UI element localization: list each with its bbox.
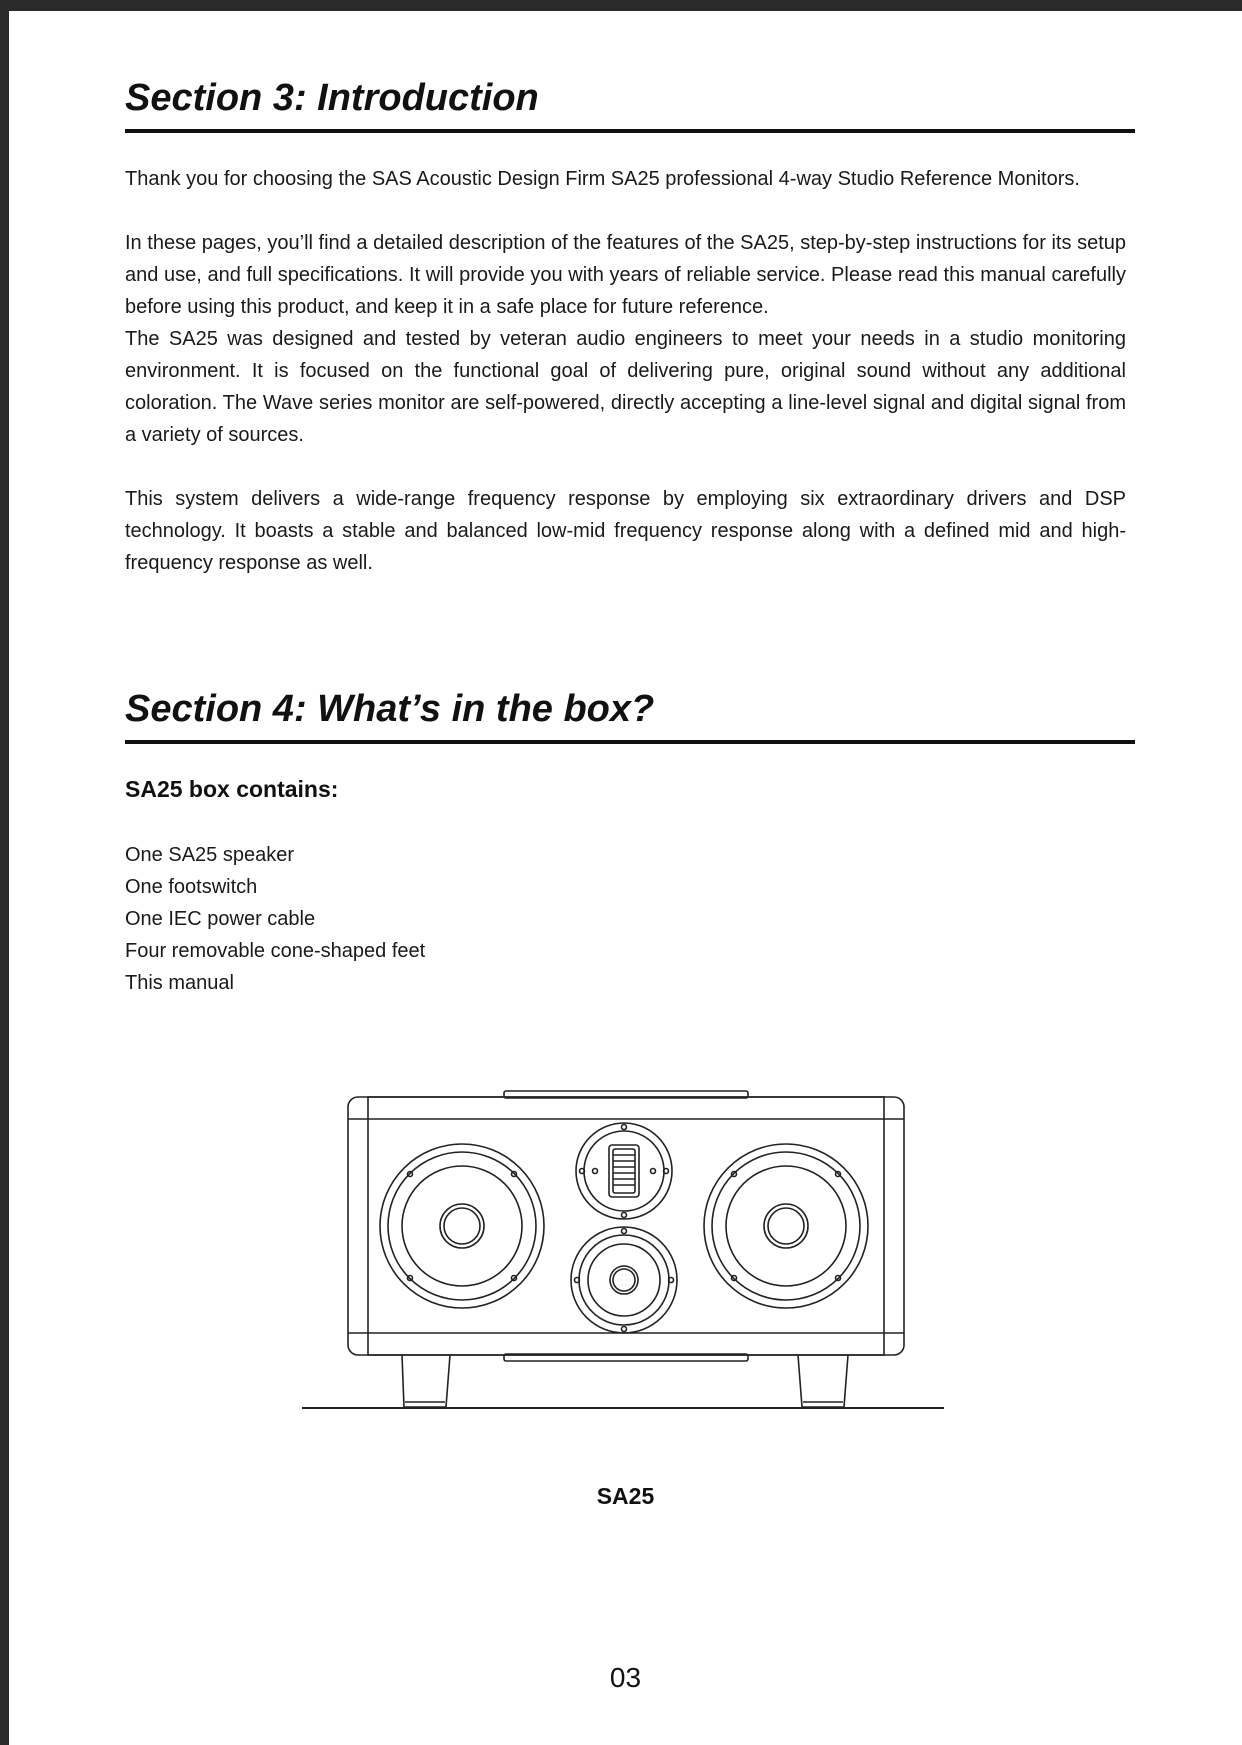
intro-paragraph-thanks: Thank you for choosing the SAS Acoustic Design Firm SA25 professional 4-way Studio Reference Monitors.: [125, 168, 1080, 190]
list-item: This manual: [125, 972, 234, 994]
section-3-rule: [125, 129, 1135, 133]
list-item: Four removable cone-shaped feet: [125, 940, 426, 962]
intro-paragraph-system: This system delivers a wide-range frequency response by employing six extraordinary drivers and DSP technology. It boasts a stable and balanced low-mid frequency response along with a defined mid and high-frequency response as well.: [125, 488, 1126, 574]
ribbon-tweeter: [576, 1123, 672, 1219]
manual-page: [9, 11, 1242, 1745]
left-woofer: [380, 1144, 544, 1308]
box-contents-subheading: SA25 box contains:: [125, 776, 339, 802]
intro-paragraph-design: The SA25 was designed and tested by veteran audio engineers to meet your needs in a studio monitoring environment. It is focused on the functional goal of delivering pure, original sound without any additional coloration. The Wave series monitor are self-powered, directly accepting a line-level signal and digital signal from a variety of sources.: [125, 328, 1126, 446]
speaker-illustration: [284, 1071, 944, 1421]
page-number: 03: [609, 1662, 642, 1693]
list-item: One SA25 speaker: [125, 844, 294, 866]
midrange-driver: [571, 1227, 677, 1333]
list-item: One IEC power cable: [125, 908, 316, 930]
figure-caption: SA25: [596, 1483, 655, 1509]
right-woofer: [704, 1144, 868, 1308]
section-4-heading: Section 4: What’s in the box?: [125, 688, 655, 730]
section-4-rule: [125, 740, 1135, 744]
list-item: One footswitch: [125, 876, 258, 898]
intro-paragraph-overview: In these pages, you’ll find a detailed description of the features of the SA25, step-by-step instructions for its setup and use, and full specifications. It will provide you with years of reliable service. Please read this manual carefully before using this product, and keep it in a safe place for future reference.: [125, 232, 1126, 318]
section-3-heading: Section 3: Introduction: [125, 77, 539, 119]
box-contents-list: [125, 839, 425, 999]
